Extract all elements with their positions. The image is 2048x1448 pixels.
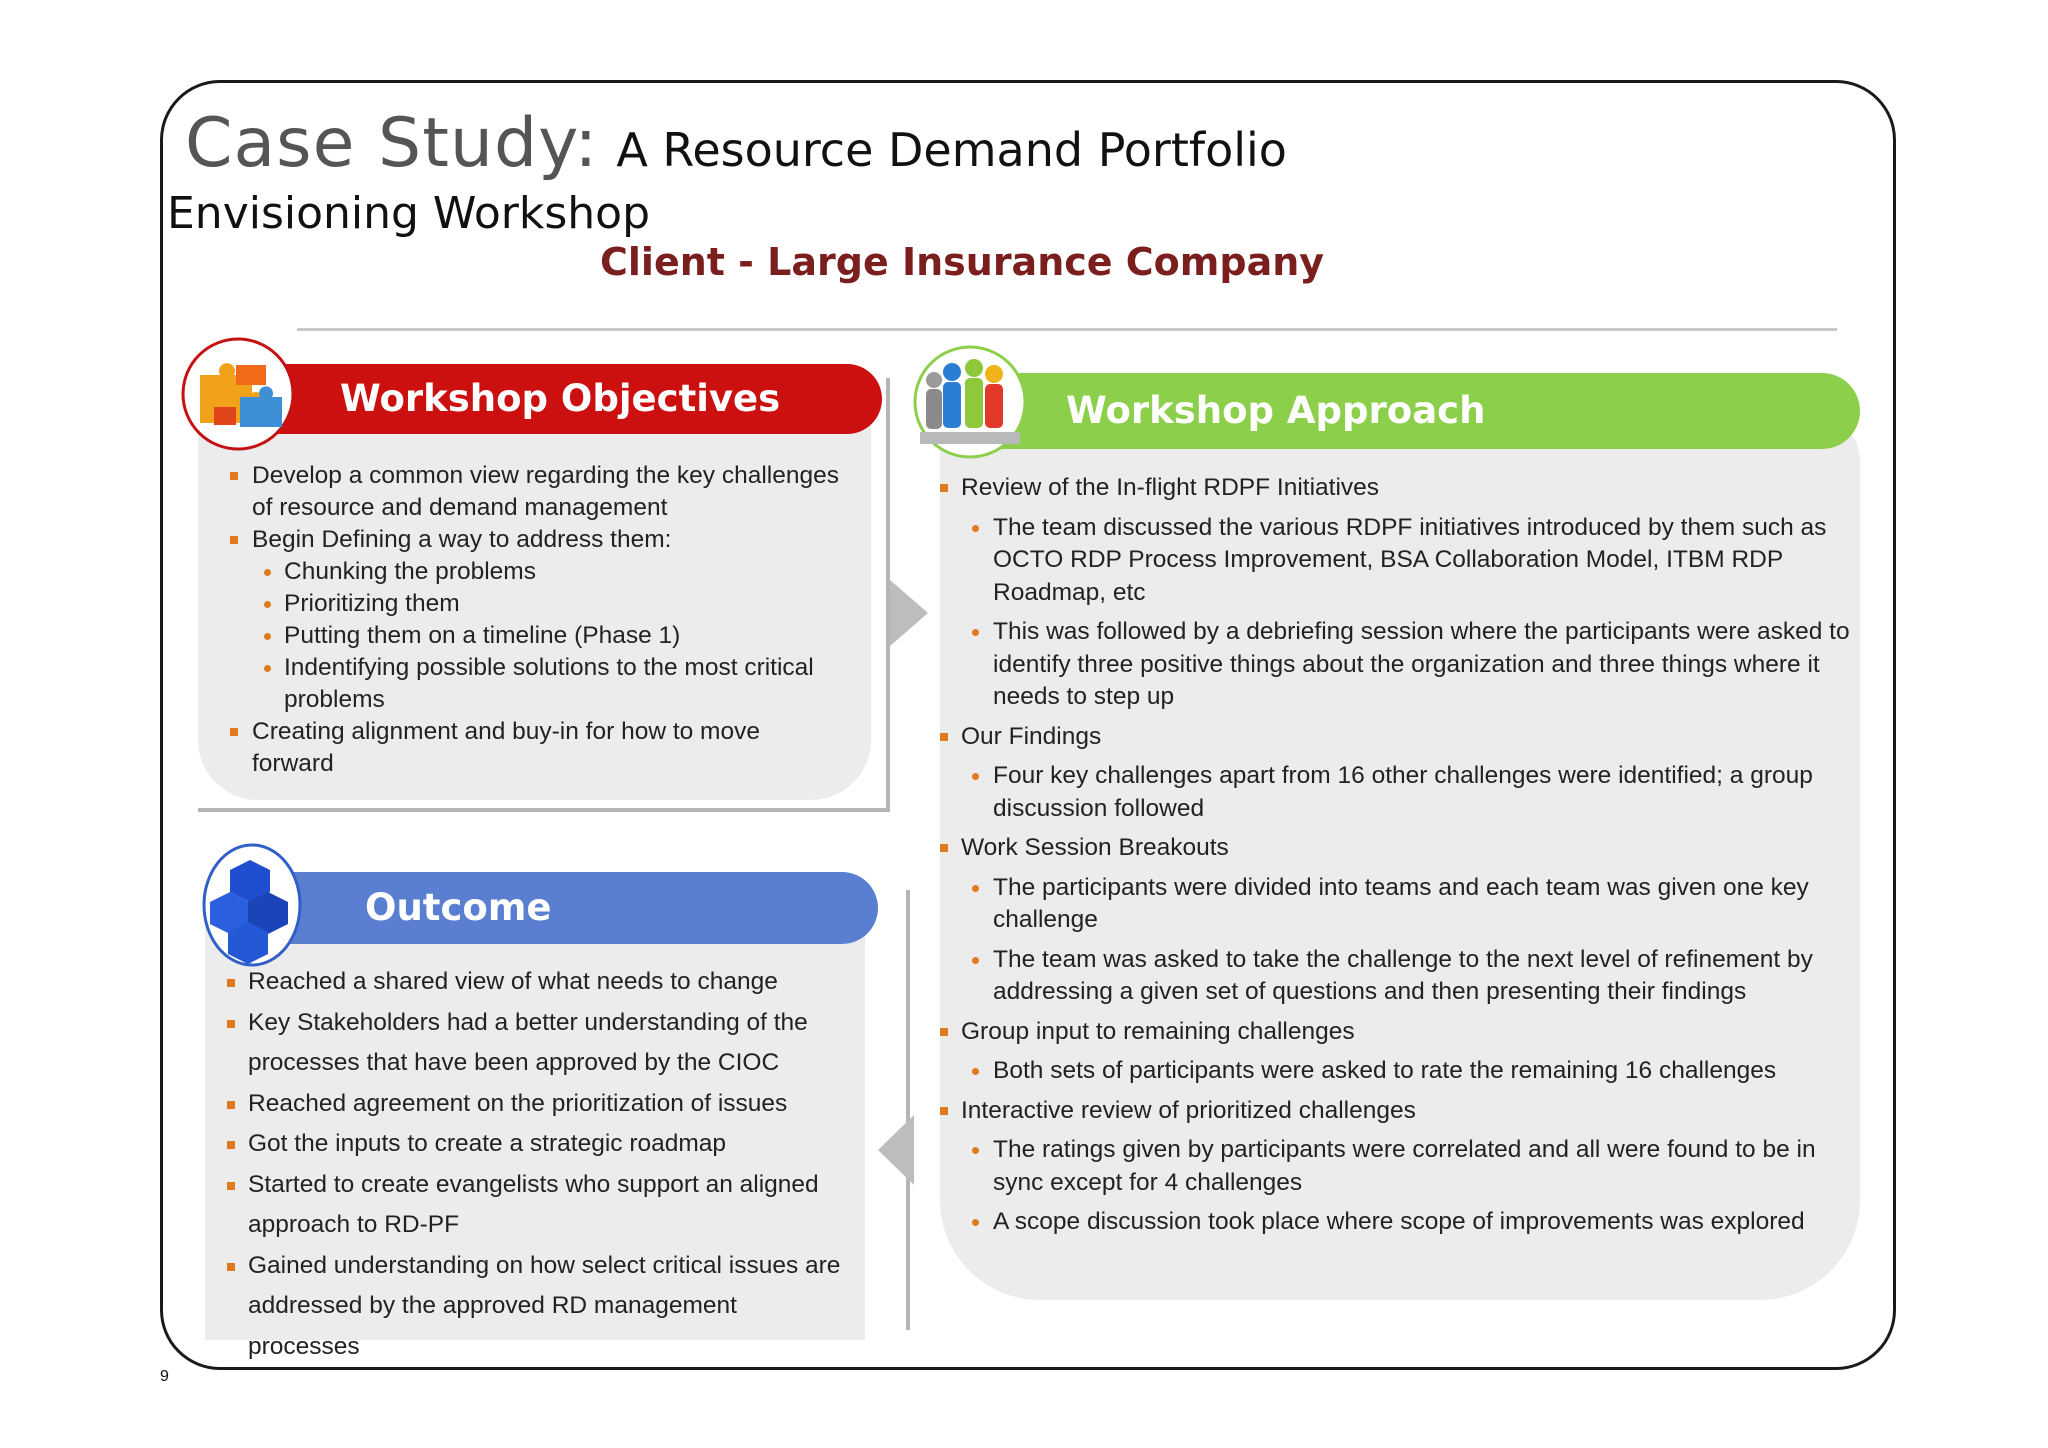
objectives-divider-bottom — [198, 808, 890, 812]
sub-bullet-item: Both sets of participants were asked to rate the remaining 16 challenges — [940, 1055, 1860, 1088]
arrow-left-icon — [878, 1115, 914, 1185]
bullet-item: Work Session Breakouts — [940, 832, 1860, 865]
objectives-list — [198, 460, 848, 780]
title-text: A Resource Demand Portfolio — [616, 123, 1287, 177]
sub-bullet-item: A scope discussion took place where scope of improvements was explored — [940, 1206, 1860, 1239]
slide-title — [185, 104, 1287, 183]
objectives-card — [198, 400, 871, 800]
approach-banner: Workshop Approach — [990, 373, 1860, 449]
sub-bullet-item: Putting them on a timeline (Phase 1) — [198, 620, 848, 652]
outcome-list — [205, 962, 855, 1367]
client-label: Client - Large Insurance Company — [600, 240, 1325, 284]
outcome-divider — [906, 890, 910, 1330]
bullet-item: Got the inputs to create a strategic roadmap — [205, 1124, 855, 1165]
bullet-item: Started to create evangelists who support an aligned approach to RD-PF — [205, 1165, 855, 1246]
cubes-icon — [200, 840, 305, 970]
header-divider — [297, 328, 1837, 331]
subtitle: Envisioning Workshop — [167, 188, 651, 239]
outcome-banner: Outcome — [270, 872, 878, 944]
puzzle-icon — [178, 335, 298, 453]
sub-bullet-item: Prioritizing them — [198, 588, 848, 620]
sub-bullet-item: Indentifying possible solutions to the most critical problems — [198, 652, 848, 716]
arrow-right-icon — [890, 580, 932, 646]
bullet-item: Creating alignment and buy-in for how to move forward — [198, 716, 848, 780]
page-number: 9 — [160, 1368, 169, 1385]
sub-bullet-item: The team was asked to take the challenge to the next level of refinement by addressing a given set of questions and then presenting their findings — [940, 944, 1860, 1009]
bullet-item: Interactive review of prioritized challenges — [940, 1095, 1860, 1128]
bullet-item: Key Stakeholders had a better understanding of the processes that have been approved by the CIOC — [205, 1003, 855, 1084]
bullet-item: Reached a shared view of what needs to change — [205, 962, 855, 1003]
approach-card — [940, 420, 1860, 1300]
sub-bullet-item: The team discussed the various RDPF initiatives introduced by them such as OCTO RDP Process Improvement, BSA Collaboration Model, ITBM RDP Roadmap, etc — [940, 512, 1860, 610]
bullet-item: Begin Defining a way to address them: — [198, 524, 848, 556]
bullet-item: Gained understanding on how select critical issues are addressed by the approved RD management processes — [205, 1246, 855, 1368]
sub-bullet-item: This was followed by a debriefing session where the participants were asked to identify three positive things about the organization and three things where it needs to step up — [940, 616, 1860, 714]
sub-bullet-item: The participants were divided into teams and each team was given one key challenge — [940, 872, 1860, 937]
sub-bullet-item: The ratings given by participants were correlated and all were found to be in sync except for 4 challenges — [940, 1134, 1860, 1199]
approach-list — [940, 472, 1860, 1246]
objectives-banner: Workshop Objectives — [262, 364, 882, 434]
bullet-item: Review of the In-flight RDPF Initiatives — [940, 472, 1860, 505]
case-study-label: Case Study: — [185, 104, 599, 183]
sub-bullet-item: Chunking the problems — [198, 556, 848, 588]
bullet-item: Our Findings — [940, 721, 1860, 754]
bullet-item: Develop a common view regarding the key challenges of resource and demand management — [198, 460, 848, 524]
people-puzzle-icon — [908, 344, 1033, 464]
sub-bullet-item: Four key challenges apart from 16 other challenges were identified; a group discussion followed — [940, 760, 1860, 825]
bullet-item: Group input to remaining challenges — [940, 1016, 1860, 1049]
bullet-item: Reached agreement on the prioritization of issues — [205, 1084, 855, 1125]
